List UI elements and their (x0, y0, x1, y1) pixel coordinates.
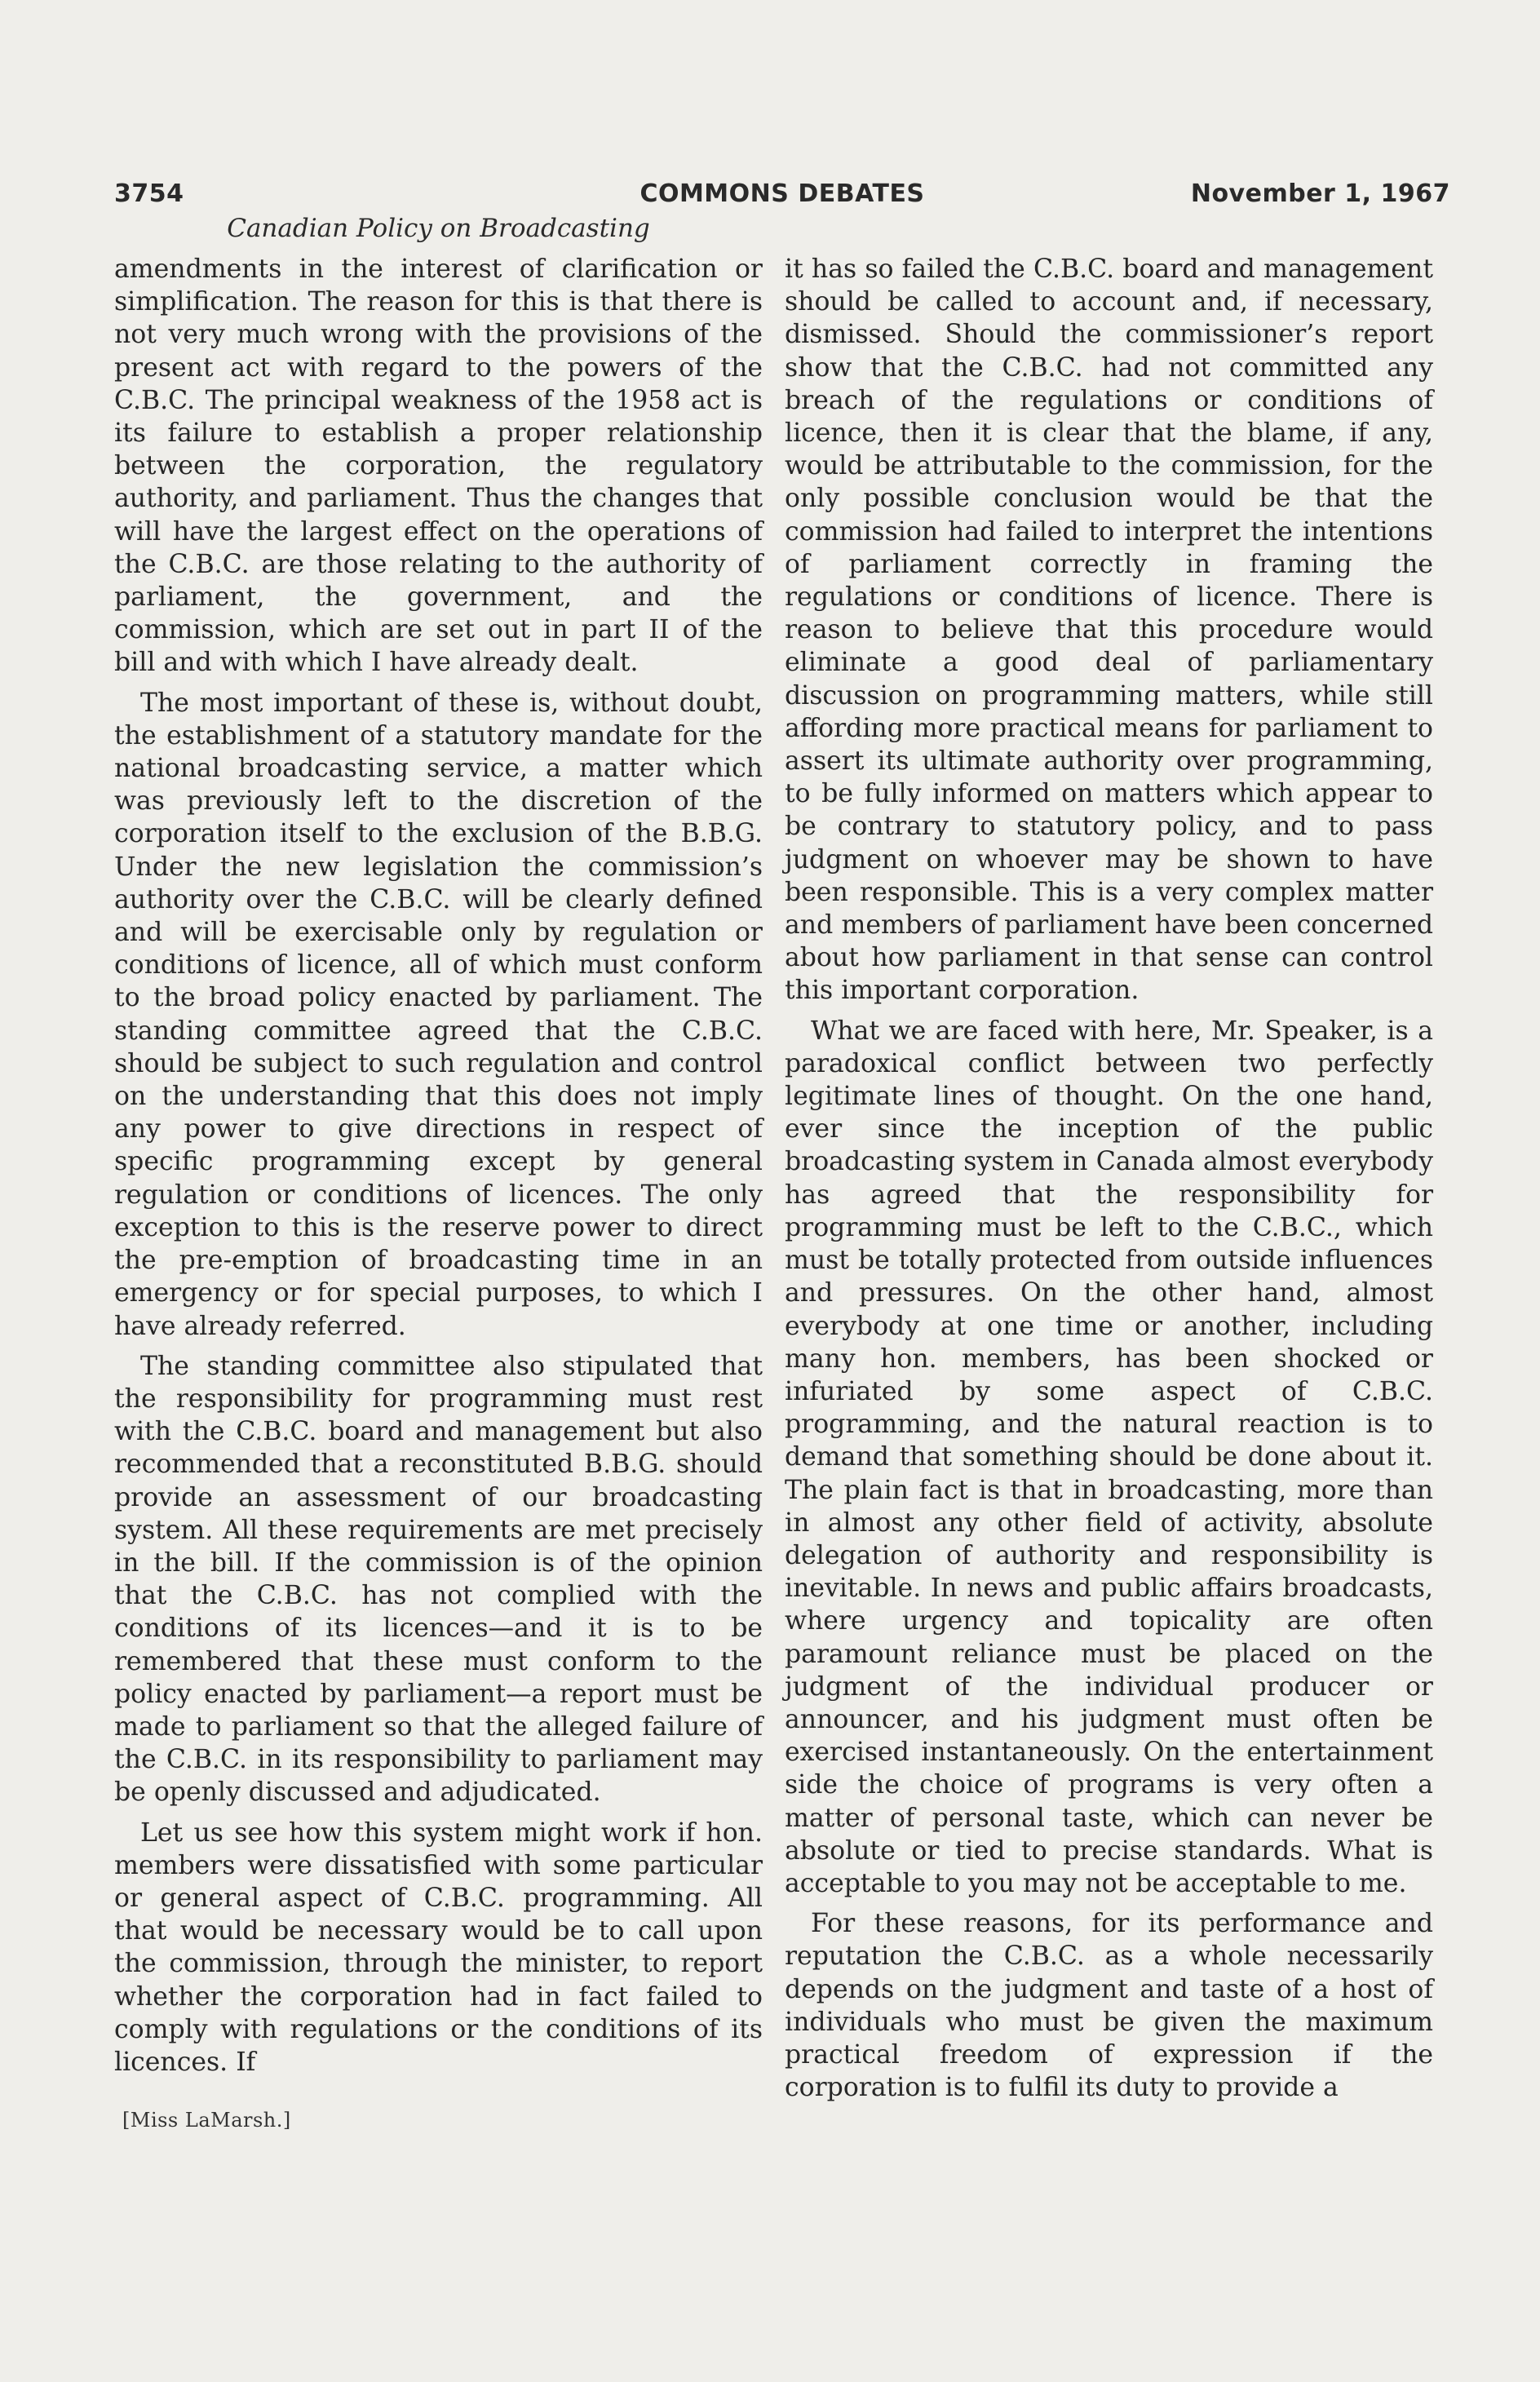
page-header (114, 179, 1450, 215)
header-date: November 1, 1967 (1190, 179, 1450, 208)
paragraph: The most important of these is, without doubt, the establishment of a statutory mandate for the national broadcasting service, a matter which was previously left to the discretion of the corporation itself to the exclusion of the B.B.G. Under the new legislation the commission’s authority over the C.B.C. will be clearly defined and will be exercisable only by regulation or conditions of licence, all of which must conform to the broad policy enacted by parliament. The standing committee agreed that the C.B.C. should be subject to such regulation and control on the understanding that this does not imply any power to give directions in respect of specific programming except by general regulation or conditions of licences. The only exception to this is the reserve power to direct the pre-emption of broadcasting time in an emergency or for special purposes, to which I have already referred. (114, 688, 763, 1341)
paragraph: it has so failed the C.B.C. board and management should be called to account and, if necessary, dismissed. Should the commissioner’s report show that the C.B.C. had not committed any breach of the regulations or conditions of licence, then it is clear that the blame, if any, would be attributable to the commission, for the only possible conclusion would be that the commission had failed to interpret the intentions of parliament correctly in framing the regulations or conditions of licence. There is reason to believe that this procedure would eliminate a good deal of parliamentary discussion on programming matters, while still affording more practical means for parliament to assert its ultimate authority over programming, to be fully informed on matters which appear to be contrary to statutory policy, and to pass judgment on whoever may be shown to have been responsible. This is a very complex matter and members of parliament have been concerned about how parliament in that sense can control this important corporation. (785, 255, 1433, 1006)
paragraph: What we are faced with here, Mr. Speaker, is a paradoxical conflict between two perfectly legitimate lines of thought. On the one hand, ever since the inception of the public broadcasting system in Canada almost everybody has agreed that the responsibility for programming must be left to the C.B.C., which must be totally protected from outside influences and pressures. On the other hand, almost everybody at one time or another, including many hon. members, has been shocked or infuriated by some aspect of C.B.C. programming, and the natural reaction is to demand that something should be done about it. The plain fact is that in broadcasting, more than in almost any other field of activity, absolute delegation of authority and responsibility is inevitable. In news and public affairs broadcasts, where urgency and topicality are often paramount reliance must be placed on the judgment of the individual producer or announcer, and his judgment must often be exercised instantaneously. On the entertainment side the choice of programs is very often a matter of personal taste, which can never be absolute or tied to precise standards. What is acceptable to you may not be acceptable to me. (785, 1016, 1433, 1898)
left-column (114, 253, 763, 2086)
paragraph: amendments in the interest of clarification or simplification. The reason for this is that there is not very much wrong with the provisions of the present act with regard to the powers of the C.B.C. The principal weakness of the 1958 act is its failure to establish a proper relationship between the corporation, the regulatory authority, and parliament. Thus the changes that will have the largest effect on the operations of the C.B.C. are those relating to the authority of parliament, the government, and the commission, which are set out in part II of the bill and with which I have already dealt. (114, 255, 763, 678)
paragraph: Let us see how this system might work if hon. members were dissatisfied with some particular or general aspect of C.B.C. programming. All that would be necessary would be to call upon the commission, through the minister, to report whether the corporation had in fact failed to comply with regulations or the conditions of its licences. If (114, 1817, 763, 2077)
right-column (785, 253, 1433, 2111)
journal-title: COMMONS DEBATES (639, 179, 925, 208)
paragraph: For these reasons, for its performance and reputation the C.B.C. as a whole necessarily depends on the judgment and taste of a host of individuals who must be given the maximum practical freedom of expression if the corporation is to fulfil its duty to provide a (785, 1909, 1433, 2103)
running-head: Canadian Policy on Broadcasting (227, 214, 650, 243)
speaker-tag: [Miss LaMarsh.] (122, 2109, 291, 2132)
paragraph: The standing committee also stipulated that the responsibility for programming must rest with the C.B.C. board and management but also recommended that a reconstituted B.B.G. should provide an assessment of our broadcasting system. All these requirements are met precisely in the bill. If the commission is of the opinion that the C.B.C. has not complied with the conditions of its licences—and it is to be remembered that these must conform to the policy enacted by parliament—a report must be made to parliament so that the alleged failure of the C.B.C. in its responsibility to parliament may be openly discussed and adjudicated. (114, 1351, 763, 1808)
page-number: 3754 (114, 179, 184, 208)
